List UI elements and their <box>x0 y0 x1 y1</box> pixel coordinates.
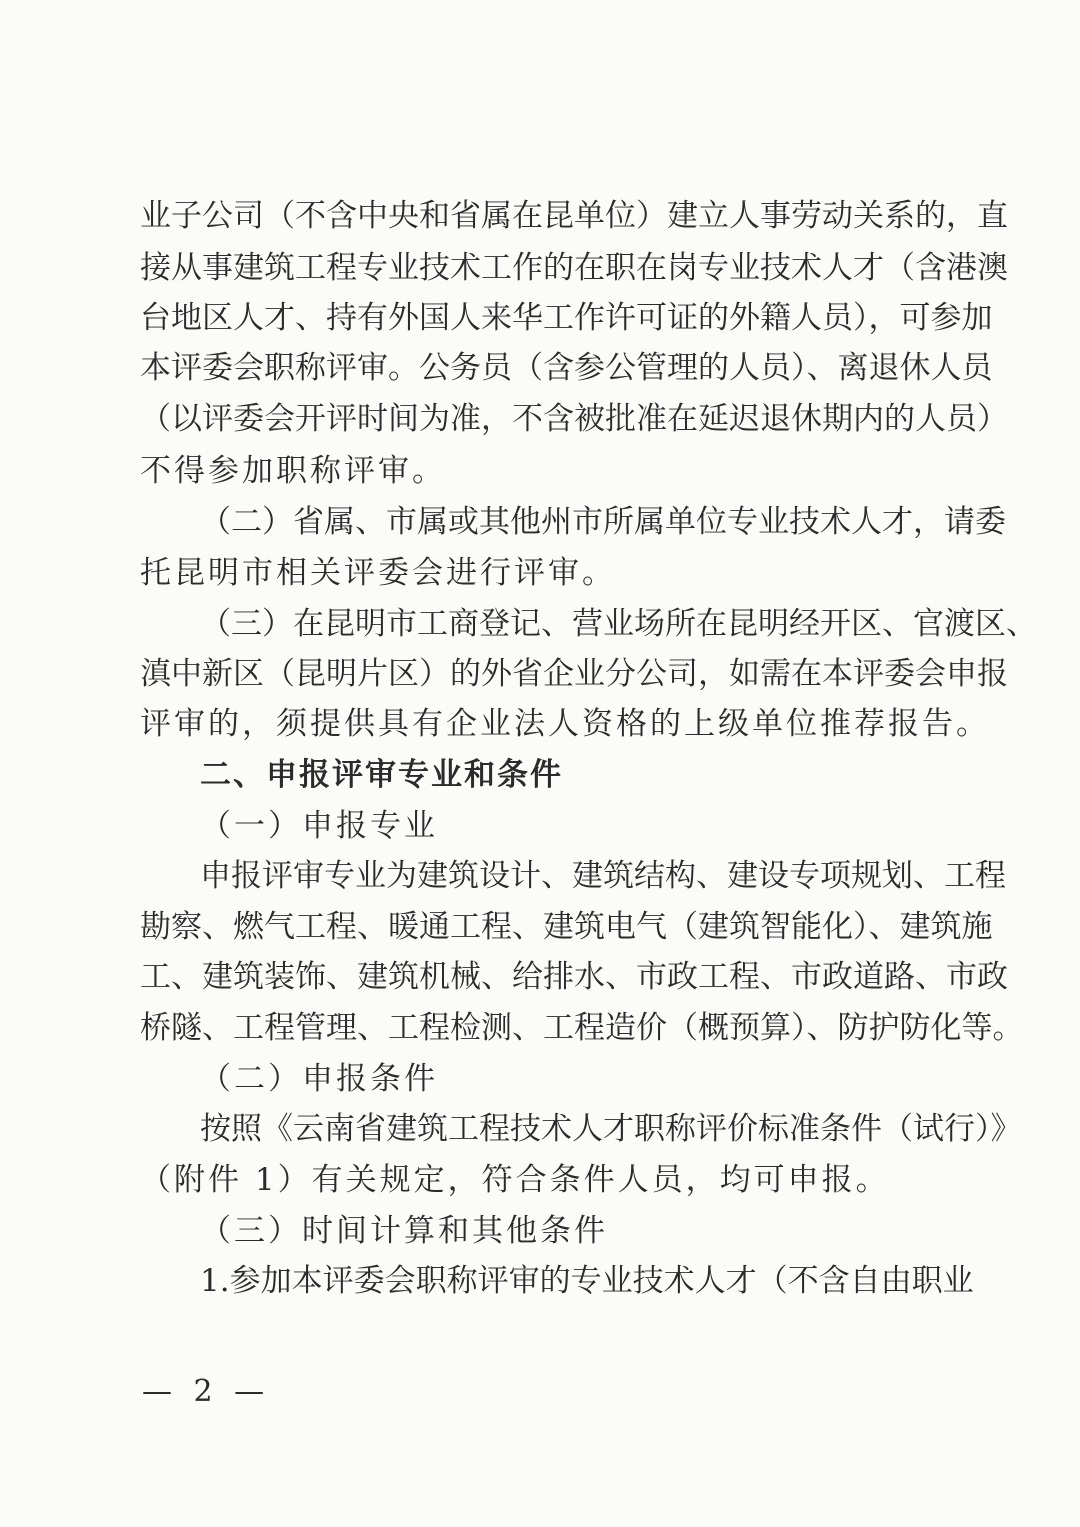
paragraph-4-line-4: 桥隧、工程管理、工程检测、工程造价（概预算）、防护防化等。 <box>140 1010 1024 1046</box>
body-line-1: 业子公司（不含中央和省属在昆单位）建立人事劳动关系的，直 <box>140 198 1008 234</box>
paragraph-3-line-1: （三）在昆明市工商登记、营业场所在昆明经开区、官渡区、 <box>200 606 1037 642</box>
paragraph-2-line-1: （二）省属、市属或其他州市所属单位专业技术人才，请委 <box>200 504 1006 540</box>
paragraph-4-line-2: 勘察、燃气工程、暖通工程、建筑电气（建筑智能化）、建筑施 <box>140 909 993 945</box>
body-line-5: （以评委会开评时间为准，不含被批准在延迟退休期内的人员） <box>140 401 1008 437</box>
paragraph-2-line-2: 托昆明市相关评委会进行评审。 <box>140 555 616 591</box>
paragraph-3-line-2: 滇中新区（昆明片区）的外省企业分公司，如需在本评委会申报 <box>140 656 1008 692</box>
paragraph-4-line-1: 申报评审专业为建筑设计、建筑结构、建设专项规划、工程 <box>200 858 1006 894</box>
paragraph-5-line-2: （附件 1）有关规定，符合条件人员，均可申报。 <box>140 1162 890 1198</box>
paragraph-5-line-1: 按照《云南省建筑工程技术人才职称评价标准条件（试行）》 <box>200 1111 1022 1147</box>
subheading-2: （二）申报条件 <box>200 1061 438 1097</box>
subheading-1: （一）申报专业 <box>200 808 438 844</box>
page-number: — 2 — <box>142 1374 271 1409</box>
paragraph-4-line-3: 工、建筑装饰、建筑机械、给排水、市政工程、市政道路、市政 <box>140 959 1008 995</box>
section-heading-2: 二、申报评审专业和条件 <box>200 757 563 793</box>
body-line-6: 不得参加职称评审。 <box>140 453 446 489</box>
subheading-3: （三）时间计算和其他条件 <box>200 1213 608 1249</box>
body-line-4: 本评委会职称评审。公务员（含参公管理的人员）、离退休人员 <box>140 350 993 386</box>
body-line-3: 台地区人才、持有外国人来华工作许可证的外籍人员），可参加 <box>140 300 993 336</box>
paragraph-3-line-3: 评审的，须提供具有企业法人资格的上级单位推荐报告。 <box>140 706 990 742</box>
paragraph-6-line-1: 1.参加本评委会职称评审的专业技术人才（不含自由职业 <box>200 1263 974 1299</box>
body-line-2: 接从事建筑工程专业技术工作的在职在岗专业技术人才（含港澳 <box>140 250 1008 286</box>
